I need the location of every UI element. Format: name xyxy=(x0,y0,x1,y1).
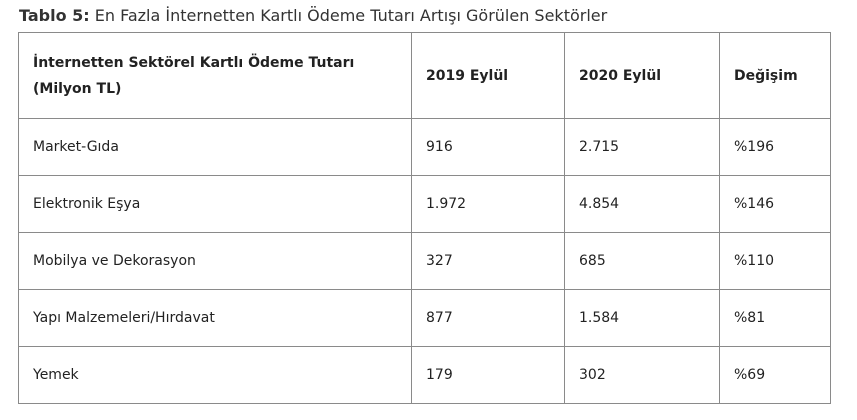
cell-2019: 179 xyxy=(412,347,565,404)
cell-sector: Market-Gıda xyxy=(19,119,412,176)
table-row xyxy=(19,233,831,290)
table-caption xyxy=(19,6,607,26)
table-row xyxy=(19,290,831,347)
sector-payment-table xyxy=(18,32,831,404)
caption-label: Tablo 5: xyxy=(19,6,90,25)
table-row xyxy=(19,347,831,404)
header-change: Değişim xyxy=(720,33,831,119)
cell-2019: 916 xyxy=(412,119,565,176)
header-sector: İnternetten Sektörel Kartlı Ödeme Tutarı (Milyon TL) xyxy=(19,33,412,119)
cell-2019: 877 xyxy=(412,290,565,347)
cell-sector: Yapı Malzemeleri/Hırdavat xyxy=(19,290,412,347)
cell-2020: 685 xyxy=(565,233,720,290)
cell-sector: Yemek xyxy=(19,347,412,404)
cell-change: %110 xyxy=(720,233,831,290)
cell-change: %81 xyxy=(720,290,831,347)
cell-2020: 302 xyxy=(565,347,720,404)
caption-text: En Fazla İnternetten Kartlı Ödeme Tutarı Artışı Görülen Sektörler xyxy=(94,6,608,25)
cell-sector: Elektronik Eşya xyxy=(19,176,412,233)
table-header-row xyxy=(19,33,831,119)
cell-2019: 327 xyxy=(412,233,565,290)
table-row xyxy=(19,176,831,233)
cell-change: %196 xyxy=(720,119,831,176)
cell-change: %69 xyxy=(720,347,831,404)
cell-2020: 4.854 xyxy=(565,176,720,233)
cell-sector: Mobilya ve Dekorasyon xyxy=(19,233,412,290)
cell-2020: 2.715 xyxy=(565,119,720,176)
cell-2019: 1.972 xyxy=(412,176,565,233)
cell-2020: 1.584 xyxy=(565,290,720,347)
header-2019: 2019 Eylül xyxy=(412,33,565,119)
table-row xyxy=(19,119,831,176)
header-2020: 2020 Eylül xyxy=(565,33,720,119)
cell-change: %146 xyxy=(720,176,831,233)
